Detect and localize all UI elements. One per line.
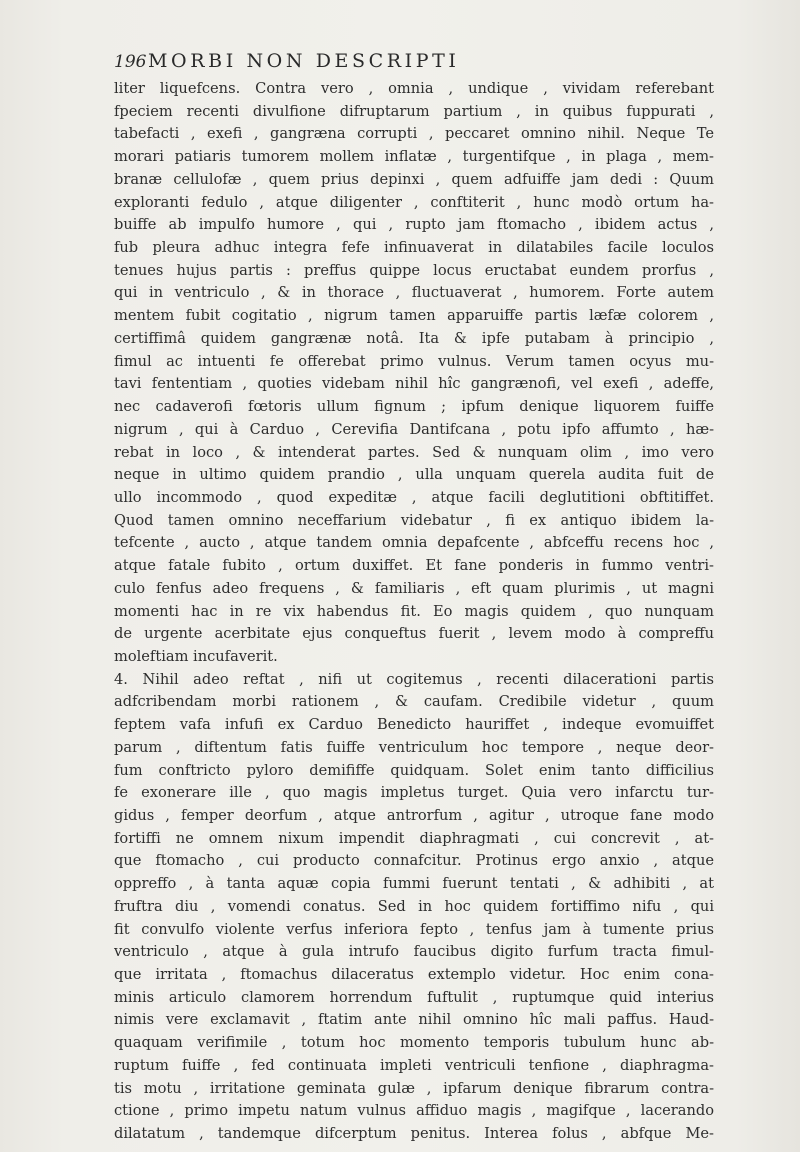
text-line: adfcribendam morbi rationem , & caufam. Credibile videtur , quum (114, 693, 714, 711)
text-line: culo fenfus adeo frequens , & familiaris , eft quam plurimis , ut magni (114, 579, 714, 597)
text-line: neque in ultimo quidem prandio , ulla unquam querela audita fuit de (114, 466, 714, 484)
text-line: nec cadaverofi fœtoris ullum fignum ; ipfum denique liquorem fuiffe (114, 398, 714, 416)
text-line: fe exonerare ille , quo magis impletus turget. Quia vero infarctu tur- (114, 784, 714, 802)
text-line: tavi fententiam , quoties videbam nihil hîc gangrænofi, vel exefi , adeffe, (114, 375, 714, 393)
text-line: fimul ac intuenti fe offerebat primo vulnus. Verum tamen ocyus mu- (114, 352, 714, 370)
text-line: exploranti fedulo , atque diligenter , conftiterit , hunc modò ortum ha- (114, 193, 714, 211)
page-header (114, 50, 714, 76)
text-line: tabefacti , exefi , gangræna corrupti , peccaret omnino nihil. Neque Te (114, 125, 714, 143)
text-line: qui in ventriculo , & in thorace , fluctuaverat , humorem. Forte autem (114, 284, 714, 302)
text-line: branæ cellulofæ , quem prius depinxi , quem adfuiffe jam dedi : Quum (114, 170, 714, 188)
text-line: Quod tamen omnino neceffarium videbatur , fi ex antiquo ibidem la- (114, 511, 714, 529)
running-title: MORBI NON DESCRIPTI (148, 50, 460, 72)
text-line: 4. Nihil adeo reftat , nifi ut cogitemus , recenti dilacerationi partis (114, 670, 714, 688)
text-line: fpeciem recenti divulfione difruptarum partium , in quibus fuppurati , (114, 102, 714, 120)
text-line: tenues hujus partis : preffus quippe locus eructabat eundem prorfus , (114, 261, 714, 279)
text-line: ctione , primo impetu natum vulnus affiduo magis , magifque , lacerando (114, 1102, 714, 1120)
text-line: parum , diftentum fatis fuiffe ventriculum hoc tempore , neque deor- (114, 738, 714, 756)
text-line: moleftiam incufaverit. (114, 647, 278, 665)
page-number: 196 (114, 52, 147, 72)
text-line: mentem fubit cogitatio , nigrum tamen apparuiffe partis læfæ colorem , (114, 307, 714, 325)
text-line: quaquam verifimile , totum hoc momento temporis tubulum hunc ab- (114, 1034, 714, 1052)
text-line: atque fatale fubito , ortum duxiffet. Et fane ponderis in fummo ventri- (114, 557, 714, 575)
text-line: momenti hac in re vix habendus fit. Eo magis quidem , quo nunquam (114, 602, 714, 620)
text-line: fortiffi ne omnem nixum impendit diaphragmati , cui concrevit , at- (114, 829, 714, 847)
text-line: ruptum fuiffe , fed continuata impleti ventriculi tenfione , diaphragma- (114, 1056, 714, 1074)
text-line: de urgente acerbitate ejus conqueftus fuerit , levem modo à compreffu (114, 625, 714, 643)
text-line: fruftra diu , vomendi conatus. Sed in hoc quidem fortiffimo nifu , qui (114, 897, 714, 915)
text-line: fit convulfo violente verfus inferiora fepto , tenfus jam à tumente prius (114, 920, 714, 938)
text-line: oppreffo , à tanta aquæ copia fummi fuerunt tentati , & adhibiti , at (114, 875, 714, 893)
text-line: fum conftricto pyloro demififfe quidquam. Solet enim tanto difficilius (114, 761, 714, 779)
text-line: gidus , femper deorfum , atque antrorfum , agitur , utroque fane modo (114, 807, 714, 824)
text-line: certiffimâ quidem gangrænæ notâ. Ita & ipfe putabam à principio , (114, 329, 714, 347)
text-line: tefcente , aucto , atque tandem omnia depafcente , abfceffu recens hoc , (114, 534, 714, 552)
text-line: nigrum , qui à Carduo , Cerevifia Dantifcana , potu ipfo affumto , hæ- (114, 420, 714, 438)
text-line: que irritata , ftomachus dilaceratus extemplo videtur. Hoc enim cona- (114, 966, 714, 984)
text-line: morari patiaris tumorem mollem inflatæ , turgentifque , in plaga , mem- (114, 148, 714, 166)
text-line: ventriculo , atque à gula intrufo faucibus digito furfum tracta fimul- (114, 943, 714, 961)
text-line: minis articulo clamorem horrendum fuftulit , ruptumque quid interius (114, 988, 714, 1006)
text-line: dilatatum , tandemque difcerptum penitus. Interea folus , abfque Me- (114, 1125, 714, 1143)
text-line: buiffe ab impulfo humore , qui , rupto jam ftomacho , ibidem actus , (114, 216, 714, 234)
text-line: que ftomacho , cui producto connafcitur. Protinus ergo anxio , atque (114, 852, 714, 870)
text-line: fub pleura adhuc integra fefe infinuaverat in dilatabiles facile loculos (114, 239, 714, 257)
text-line: rebat in loco , & intenderat partes. Sed & nunquam olim , imo vero (114, 443, 714, 461)
text-line: ullo incommodo , quod expeditæ , atque facili deglutitioni obftitiffet. (114, 488, 714, 506)
body-text (114, 78, 714, 1146)
text-line: feptem vafa infufi ex Carduo Benedicto hauriffet , indeque evomuiffet (114, 716, 714, 734)
text-line: tis motu , irritatione geminata gulæ , ipfarum denique fibrarum contra- (114, 1079, 714, 1097)
text-line: liter liquefcens. Contra vero , omnia , undique , vividam referebant (114, 80, 714, 97)
text-line: nimis vere exclamavit , ftatim ante nihil omnino hîc mali paffus. Haud- (114, 1011, 714, 1029)
